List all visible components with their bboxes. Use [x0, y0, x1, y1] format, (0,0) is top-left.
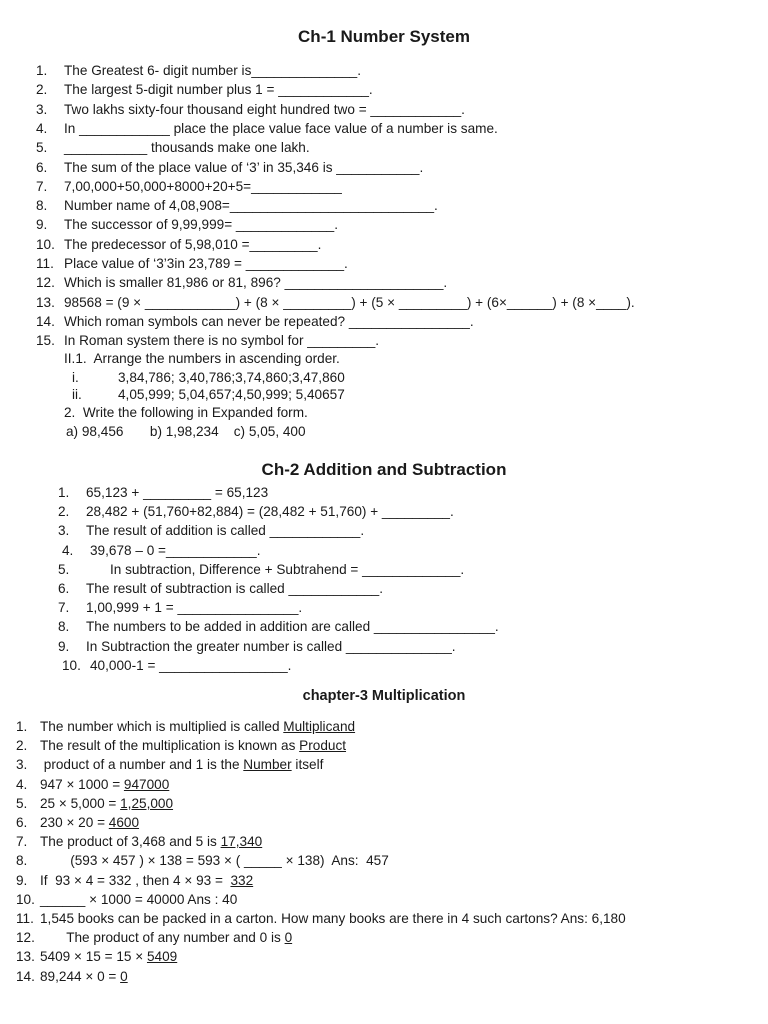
ch1-question — [36, 63, 361, 79]
question-text: The predecessor of 5,98,010 =_________. — [64, 236, 322, 252]
ch1-question — [36, 102, 465, 118]
question-number: 11. — [36, 256, 54, 271]
ch2-question — [58, 523, 364, 539]
question-text: 65,123 + _________ = 65,123 — [86, 485, 269, 500]
question-text: 89,244 × 0 = — [40, 968, 121, 984]
question-text: 1,00,999 + 1 = ________________. — [86, 600, 303, 616]
ch1-arrange-heading: II.1. Arrange the numbers in ascending order. — [64, 351, 340, 366]
ch1-question — [36, 295, 635, 311]
question-number: 6. — [58, 581, 70, 596]
question-text: In subtraction, Difference + Subtrahend = _____________. — [110, 561, 465, 577]
ch3-question — [16, 911, 626, 927]
question-number: 5. — [36, 140, 48, 156]
question-number: 1. — [16, 719, 28, 734]
ch2-question — [58, 581, 383, 597]
question-number: 10. — [36, 236, 55, 252]
question-text: 98568 = (9 × ____________) + (8 × _________) + (5 × _________) + (6×______) + (8 ×____). — [64, 294, 635, 310]
question-text: The result of the multiplication is known as — [40, 738, 300, 754]
question-text: Which is smaller 81,986 or 81, 896? _____________________. — [64, 275, 448, 291]
arrange-numbers: 3,84,786; 3,40,786;3,74,860;3,47,860 — [118, 370, 345, 385]
ch1-question — [36, 217, 338, 233]
answer-underlined: 17,340 — [220, 834, 263, 850]
question-number: 5. — [58, 561, 70, 577]
question-number: 7. — [58, 600, 70, 616]
question-text: 39,678 – 0 =____________. — [90, 542, 261, 558]
ch1-question — [36, 198, 438, 214]
question-number: 3. — [16, 757, 28, 773]
question-number: 8. — [36, 198, 48, 214]
question-text: 5409 × 15 = 15 × — [40, 949, 147, 965]
ch3-question — [16, 834, 262, 850]
answer-underlined: 5409 — [146, 949, 178, 965]
question-text: The number which is multiplied is called — [40, 719, 284, 734]
ch2-question — [62, 543, 260, 559]
question-number: 4. — [62, 542, 74, 558]
ch3-question — [16, 738, 346, 754]
question-number: 2. — [16, 738, 28, 754]
question-text: The largest 5-digit number plus 1 = ____________. — [64, 82, 373, 98]
arrange-numbers: 4,05,999; 5,04,657;4,50,999; 5,40657 — [118, 387, 345, 402]
question-number: 2. — [36, 82, 48, 98]
question-number: 6. — [36, 159, 48, 175]
ch2-question — [58, 485, 268, 501]
ch3-question — [16, 873, 253, 889]
question-number: 4. — [36, 120, 48, 136]
answer-underlined: 4600 — [108, 815, 140, 830]
ch1-question — [36, 179, 342, 195]
ch2-question — [58, 504, 454, 520]
answer-underlined: 1,25,000 — [120, 795, 174, 811]
question-text: The numbers to be added in addition are called ________________. — [86, 619, 499, 635]
question-number: 14. — [16, 968, 35, 984]
question-number: 11. — [16, 911, 34, 926]
answer-underlined: 947000 — [123, 776, 170, 792]
question-text: 28,482 + (51,760+82,884) = (28,482 + 51,760) + _________. — [86, 504, 454, 520]
ch3-question — [16, 969, 128, 985]
question-text: If 93 × 4 = 332 , then 4 × 93 = — [40, 872, 231, 888]
question-text: ______ × 1000 = 40000 Ans : 40 — [40, 891, 238, 907]
question-number: 1. — [36, 63, 48, 78]
arrange-number: ii. — [72, 387, 82, 402]
ch3-question — [16, 930, 292, 946]
ch1-expanded-items: a) 98,456 b) 1,98,234 c) 5,05, 400 — [66, 424, 306, 439]
question-text: In Roman system there is no symbol for _________. — [64, 333, 380, 349]
question-number: 14. — [36, 313, 55, 329]
ch2-question — [58, 639, 456, 655]
question-number: 9. — [58, 638, 70, 654]
question-text: 7,00,000+50,000+8000+20+5=____________ — [64, 178, 342, 194]
question-text: The successor of 9,99,999= _____________. — [64, 217, 338, 233]
question-text: The product of 3,468 and 5 is — [40, 834, 221, 850]
question-number: 10. — [16, 891, 35, 907]
question-text: 1,545 books can be packed in a carton. How many books are there in 4 such cartons? Ans: 6,180 — [40, 911, 626, 926]
question-number: 12. — [16, 930, 35, 946]
ch2-title: Ch-2 Addition and Subtraction — [261, 460, 507, 479]
question-number: 3. — [58, 523, 70, 539]
question-number: 9. — [16, 872, 28, 888]
ch2-question — [58, 562, 464, 578]
question-text: 40,000-1 = _________________. — [90, 657, 292, 673]
ch1-question — [36, 121, 498, 137]
arrange-item — [72, 370, 345, 386]
ch3-question — [16, 777, 169, 793]
ch1-question — [36, 237, 321, 253]
answer-underlined: Product — [299, 738, 347, 754]
answer-underlined: 0 — [284, 930, 293, 946]
ch3-question — [16, 796, 173, 812]
ch1-question — [36, 140, 310, 156]
question-text: 947 × 1000 = — [40, 776, 124, 792]
ch2-question — [58, 619, 499, 635]
arrange-item — [72, 387, 345, 403]
ch1-title: Ch-1 Number System — [298, 27, 470, 46]
ch1-question — [36, 333, 379, 349]
question-number: 6. — [16, 815, 28, 830]
question-number: 8. — [16, 853, 28, 869]
question-number: 15. — [36, 333, 55, 349]
question-text: product of a number and 1 is the — [40, 757, 244, 773]
question-text: ___________ thousands make one lakh. — [64, 140, 310, 156]
question-number: 4. — [16, 776, 28, 792]
question-text: Two lakhs sixty-four thousand eight hundred two = ____________. — [64, 101, 465, 117]
question-text: The product of any number and 0 is — [40, 930, 285, 946]
question-number: 9. — [36, 217, 48, 233]
ch1-question — [36, 275, 447, 291]
answer-underlined: 0 — [120, 968, 128, 984]
ch1-expanded-heading: 2. Write the following in Expanded form. — [64, 405, 308, 420]
question-text: The result of subtraction is called ____________. — [86, 581, 383, 596]
question-number: 13. — [36, 294, 55, 310]
question-number: 5. — [16, 795, 28, 811]
ch1-question — [36, 82, 373, 98]
question-number: 8. — [58, 619, 70, 635]
question-text: 25 × 5,000 = — [40, 795, 121, 811]
ch3-title: chapter-3 Multiplication — [302, 688, 466, 704]
ch1-question — [36, 160, 423, 176]
question-number: 7. — [36, 178, 48, 194]
ch3-question — [16, 892, 237, 908]
ch3-question — [16, 757, 323, 773]
ch1-question — [36, 256, 348, 272]
question-text: In ____________ place the place value face value of a number is same. — [64, 120, 498, 136]
question-text: The result of addition is called ____________. — [86, 523, 365, 539]
ch3-question — [16, 949, 177, 965]
answer-underlined: 332 — [230, 872, 254, 888]
question-number: 10. — [62, 657, 81, 673]
question-text: Which roman symbols can never be repeated? ________________. — [64, 313, 474, 329]
question-text: The sum of the place value of ‘3’ in 35,346 is ___________. — [64, 159, 424, 175]
answer-underlined: Multiplicand — [283, 719, 356, 734]
question-number: 2. — [58, 504, 70, 520]
question-text: Place value of ‘3’3in 23,789 = _____________. — [64, 256, 348, 271]
question-number: 12. — [36, 275, 55, 291]
ch3-question — [16, 815, 139, 831]
question-text-tail: itself — [291, 757, 324, 773]
question-text: The Greatest 6- digit number is______________. — [64, 63, 361, 78]
ch2-question — [58, 600, 302, 616]
question-number: 7. — [16, 834, 28, 850]
ch3-question — [16, 853, 389, 869]
question-text: (593 × 457 ) × 138 = 593 × ( _____ × 138) Ans: 457 — [40, 853, 389, 869]
question-number: 1. — [58, 485, 70, 500]
ch1-question — [36, 314, 474, 330]
question-text: In Subtraction the greater number is called ______________. — [86, 638, 456, 654]
ch3-question — [16, 719, 355, 735]
arrange-number: i. — [72, 370, 79, 385]
question-number: 3. — [36, 101, 48, 117]
answer-underlined: Number — [243, 757, 292, 773]
question-text: Number name of 4,08,908=___________________________. — [64, 198, 438, 214]
ch2-question — [62, 658, 291, 674]
question-number: 13. — [16, 949, 35, 965]
question-text: 230 × 20 = — [40, 815, 109, 830]
